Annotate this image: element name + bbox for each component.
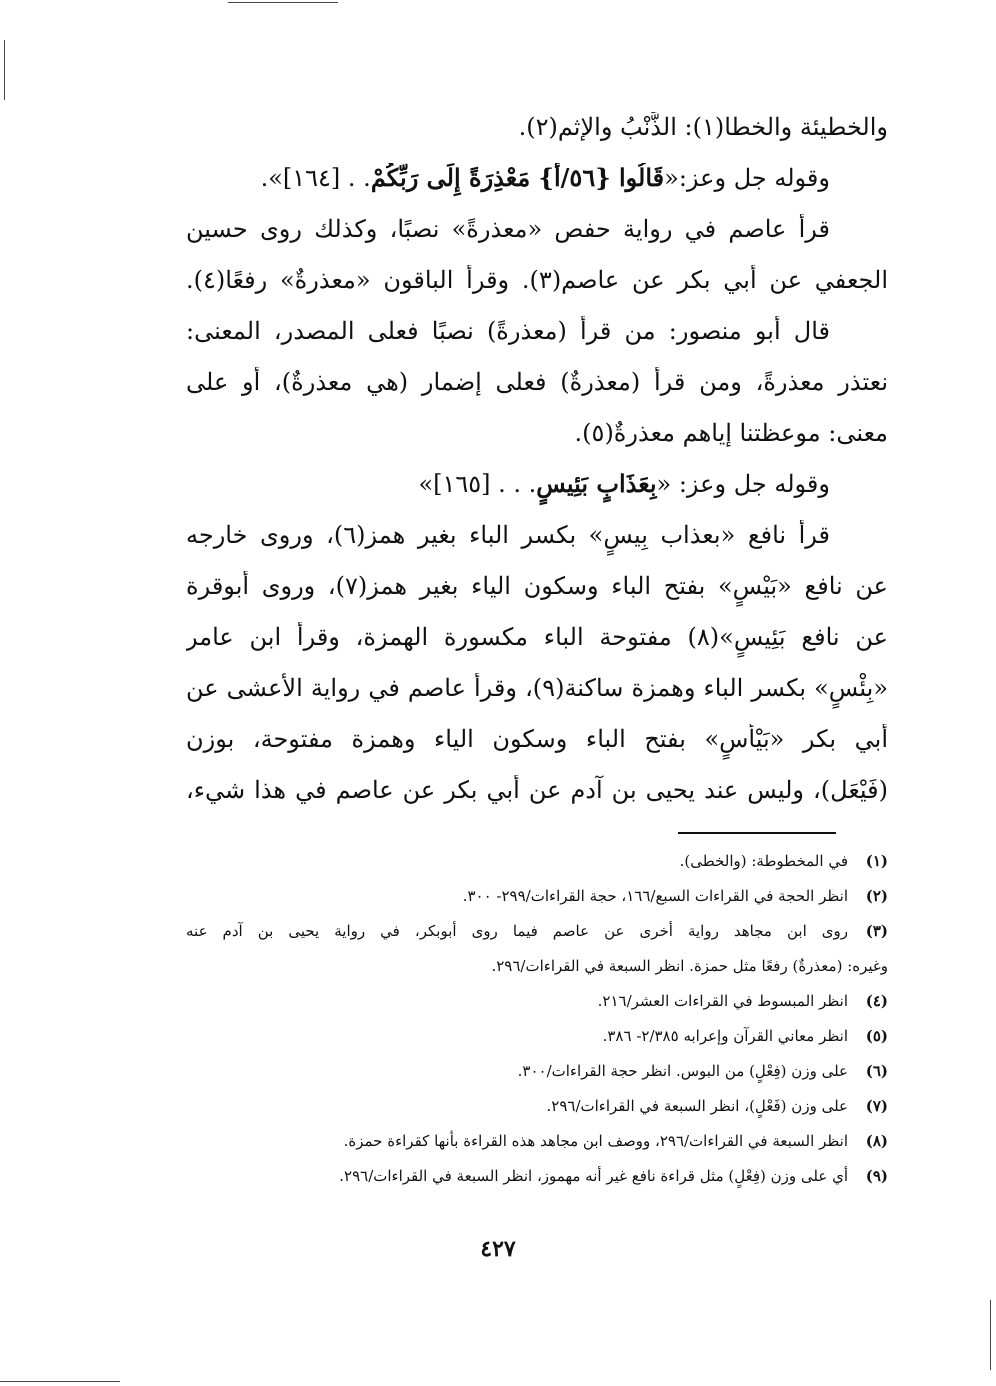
footnote-number: (٥)	[865, 1027, 888, 1045]
footnote-text: انظر السبعة في القراءات/٢٩٦، ووصف ابن مجاهد هذه القراءة بأنها كقراءة حمزة.	[343, 1132, 848, 1150]
footnote-number: (٢)	[865, 887, 888, 905]
footnote-number: (٨)	[865, 1132, 888, 1150]
text-line: معنى: موعظتنا إياهم معذرةٌ(٥).	[574, 419, 888, 447]
main-text-body	[186, 112, 888, 826]
footnote-8	[186, 1129, 888, 1164]
verse-intro: وقوله جل وعز:«	[664, 164, 830, 192]
text-line: عن نافع «بَيْسٍ» بفتح الباء وسكون الياء بغير همز(٧)، وروى أبوقرة	[186, 572, 888, 600]
text-line: نعتذر معذرةً، ومن قرأ (معذرةٌ) فعلى إضمار (هي معذرةٌ)، أو على	[186, 368, 888, 396]
footnote-text: انظر المبسوط في القراءات العشر/٢١٦.	[597, 992, 848, 1010]
quran-verse: قَالُوا {٥٦/أ} مَعْذِرَةً إِلَى رَبِّكُمْ	[370, 163, 665, 192]
footnote-text: انظر الحجة في القراءات السبع/١٦٦، حجة القراءات/٢٩٩- ٣٠٠.	[462, 887, 848, 905]
footnote-text: على وزن (فَعْلٍ)، انظر السبعة في القراءات/٢٩٦.	[546, 1097, 848, 1115]
text-line: عن نافع بَئِيسٍ»(٨) مفتوحة الباء مكسورة الهمزة، وقرأ ابن عامر	[186, 623, 888, 651]
footnote-3-continuation: وغيره: (معذرةٌ) رفعًا مثل حمزة. انظر السبعة في القراءات/٢٩٦.	[491, 957, 888, 975]
text-line: «بِئْسٍ» بكسر الباء وهمزة ساكنة(٩)، وقرأ عاصم في رواية الأعشى عن	[186, 674, 888, 702]
text-line: والخطيئة والخطا(١): الذَّنْبُ والإثم(٢).	[518, 113, 888, 141]
footnote-text: أي على وزن (فِعْلٍ) مثل قراءة نافع غير أنه مهموز، انظر السبعة في القراءات/٢٩٦.	[339, 1167, 848, 1185]
footnote-text: روى ابن مجاهد رواية أخرى عن عاصم فيما روى أبوبكر، في رواية يحيى بن آدم عنه	[186, 922, 848, 940]
quran-verse: بِعَذَابٍ بَئِيسٍ	[536, 469, 657, 498]
scan-edge-mark-bottom	[0, 1381, 120, 1382]
text-line: قرأ نافع «بعذاب بِيسٍ» بكسر الباء بغير همز(٦)، وروى خارجه	[186, 521, 831, 549]
scan-edge-mark-left	[4, 40, 5, 100]
verse-line-165	[186, 469, 888, 520]
scan-edge-mark-top	[228, 2, 338, 3]
footnote-number: (٣)	[865, 922, 888, 940]
footnote-number: (٧)	[865, 1097, 888, 1115]
footnote-2	[186, 884, 888, 919]
verse-reference: . . . [١٦٥]»	[418, 470, 537, 498]
footnotes-section	[186, 849, 888, 1199]
footnote-text: على وزن (فِعْلٍ) من البوس. انظر حجة القراءات/٣٠٠.	[517, 1062, 848, 1080]
text-line: قرأ عاصم في رواية حفص «معذرةً» نصبًا، وكذلك روى حسين	[186, 215, 830, 243]
footnote-number: (٦)	[865, 1062, 888, 1080]
footnote-5	[186, 1024, 888, 1059]
footnote-7	[186, 1094, 888, 1129]
footnote-separator	[678, 832, 836, 834]
footnote-3	[186, 919, 888, 954]
footnote-1	[186, 849, 888, 884]
scan-edge-mark-right	[990, 1300, 991, 1370]
footnote-6	[186, 1059, 888, 1094]
verse-reference: . . [١٦٤]».	[260, 164, 371, 192]
page-number: ٤٢٧	[480, 1236, 516, 1262]
footnote-number: (١)	[865, 852, 888, 870]
footnote-number: (٤)	[865, 992, 888, 1010]
verse-intro: وقوله جل وعز: «	[656, 470, 830, 498]
text-line: (فَيْعَل)، وليس عند يحيى بن آدم عن أبي بكر عن عاصم في هذا شيء،	[186, 776, 888, 804]
text-line: أبي بكر «بَيْأَسٍ» بفتح الباء وسكون الياء وهمزة مفتوحة، بوزن	[186, 725, 888, 753]
footnote-4	[186, 989, 888, 1024]
text-line: قال أبو منصور: من قرأ (معذرةً) نصبًا فعلى المصدر، المعنى:	[186, 317, 830, 345]
text-line: الجعفي عن أبي بكر عن عاصم(٣). وقرأ الباقون «معذرةٌ» رفعًا(٤).	[186, 266, 888, 294]
footnote-text: انظر معاني القرآن وإعرابه ٢/٣٨٥- ٣٨٦.	[602, 1027, 848, 1045]
verse-line-164	[186, 163, 888, 214]
footnote-number: (٩)	[865, 1167, 888, 1185]
footnote-9	[186, 1164, 888, 1199]
footnote-text: في المخطوطة: (والخطى).	[679, 852, 848, 870]
